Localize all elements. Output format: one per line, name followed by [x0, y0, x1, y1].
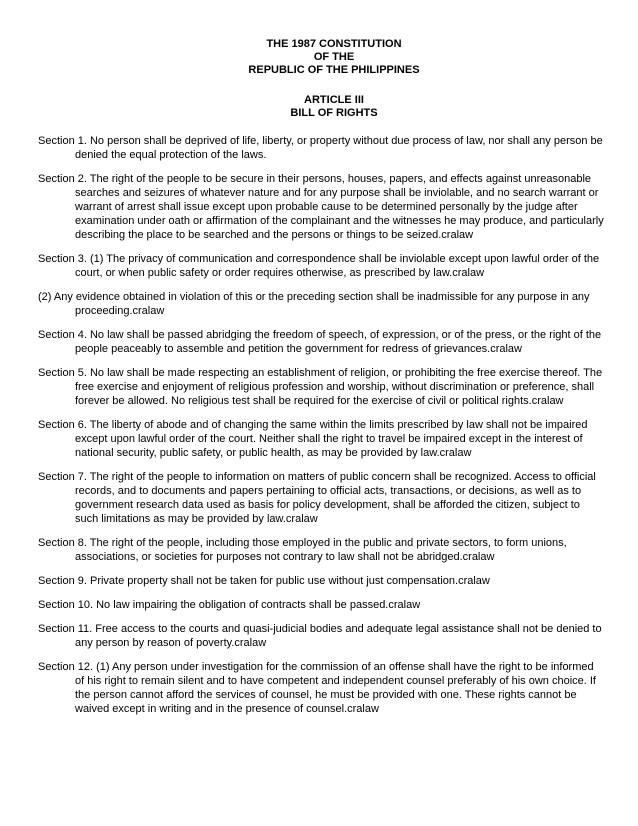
article-heading — [0, 94, 638, 120]
section-paragraph: Section 6. The liberty of abode and of changing the same within the limits prescribed by law shall not be impaired except upon lawful order of the court. Neither shall the right to travel be impaired except in the interest of national security, public safety, or public health, as may be provided by law.cralaw — [38, 419, 588, 459]
section-paragraph: Section 7. The right of the people to information on matters of public concern shall be recognized. Access to official records, and to documents and papers pertaining to official acts, transactions, or decisions, as well as to government research data used as basis for policy development, shall be afforded the citizen, subject to such limitations as may be provided by law.cralaw — [38, 471, 596, 525]
document-title — [0, 38, 638, 77]
article-line: ARTICLE III — [304, 94, 364, 106]
section-paragraph: Section 11. Free access to the courts and quasi-judicial bodies and adequate legal assistance shall not be denied to any person by reason of poverty.cralaw — [38, 623, 602, 649]
sections-list — [38, 134, 604, 726]
section-paragraph: Section 5. No law shall be made respecting an establishment of religion, or prohibiting the free exercise thereof. The free exercise and enjoyment of religious profession and worship, without discrimination or preference, shall forever be allowed. No religious test shall be required for the exercise of civil or political rights.cralaw — [38, 367, 603, 407]
section-paragraph: Section 4. No law shall be passed abridging the freedom of speech, of expression, or of the press, or the right of the people peaceably to assemble and petition the government for redress of grievances.cralaw — [38, 329, 602, 355]
section-paragraph: (2) Any evidence obtained in violation of this or the preceding section shall be inadmissible for any purpose in any proceeding.cralaw — [38, 291, 590, 317]
title-line: THE 1987 CONSTITUTION — [266, 38, 402, 50]
section-paragraph: Section 1. No person shall be deprived of life, liberty, or property without due process of law, nor shall any person be denied the equal protection of the laws. — [38, 135, 603, 161]
article-line: BILL OF RIGHTS — [290, 107, 378, 119]
section-paragraph: Section 10. No law impairing the obligation of contracts shall be passed.cralaw — [38, 599, 421, 611]
section-paragraph: Section 3. (1) The privacy of communication and correspondence shall be inviolable except upon lawful order of the court, or when public safety or order requires otherwise, as prescribed by law.cralaw — [38, 253, 600, 279]
title-line: OF THE — [313, 51, 355, 63]
section-paragraph: Section 9. Private property shall not be taken for public use without just compensation.cralaw — [38, 575, 490, 587]
title-line: REPUBLIC OF THE PHILIPPINES — [248, 64, 420, 76]
section-paragraph: Section 12. (1) Any person under investigation for the commission of an offense shall have the right to be informed of his right to remain silent and to have competent and independent counsel preferably of his own choice. If the person cannot afford the services of counsel, he must be provided with one. These rights cannot be waived except in writing and in the presence of counsel.cralaw — [38, 661, 596, 715]
section-paragraph: Section 2. The right of the people to be secure in their persons, houses, papers, and effects against unreasonable searches and seizures of whatever nature and for any purpose shall be inviolable, and no search warrant or warrant of arrest shall issue except upon probable cause to be determined personally by the judge after examination under oath or affirmation of the complainant and the witnesses he may produce, and particularly describing the place to be searched and the persons or things to be seized.cralaw — [38, 173, 604, 241]
section-paragraph: Section 8. The right of the people, including those employed in the public and private sectors, to form unions, associations, or societies for purposes not contrary to law shall not be abridged.cralaw — [38, 537, 567, 563]
